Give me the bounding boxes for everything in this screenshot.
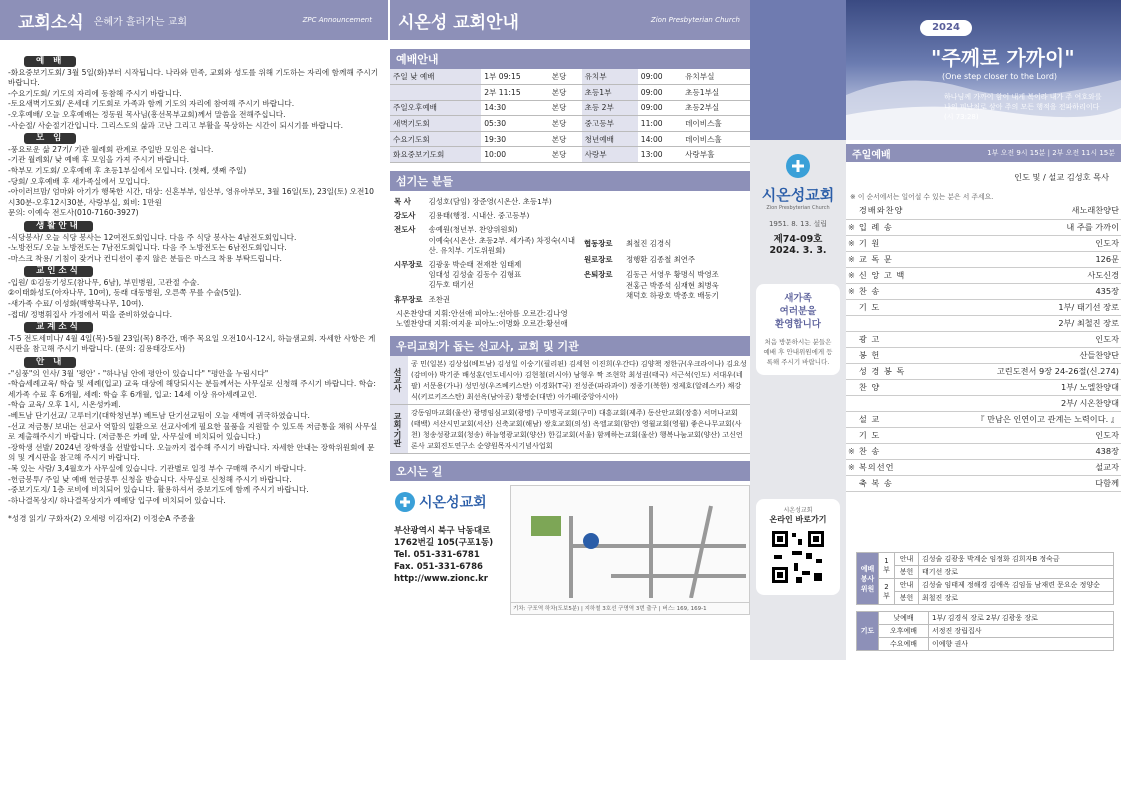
worship-cell: 수요기도회 [390, 131, 481, 147]
worship-cell: 데이비스홀 [682, 131, 750, 147]
online-label: 시온성교회 [783, 507, 813, 514]
servant-row [392, 259, 578, 292]
service-part: 1부 [879, 553, 895, 579]
issue-date: 2024. 3. 3. [769, 245, 827, 256]
guide-column [390, 0, 750, 660]
church-marker [583, 533, 599, 549]
order-value: 다함께 [947, 475, 1121, 491]
worship-cell: 2부 11:15 [481, 85, 549, 101]
prayer-row [857, 625, 1114, 638]
stand-mark: ※ [846, 267, 857, 283]
order-item: 찬 양 [857, 379, 947, 395]
order-item [857, 395, 947, 411]
guide-header [390, 0, 750, 40]
welcome-text: 처음 방문하시는 분들은 예배 후 안내위원에게 등록해 주시기 바랍니다. [763, 338, 833, 366]
servant-names: 김성호(담임) 장준영(시온산. 초등1부) [428, 197, 552, 207]
service-names: 김성술 김광웅 박계순 임정화 김희자B 정숙금 [919, 553, 1114, 566]
cover-theme: "주께로 가까이" [931, 46, 1075, 70]
map-drawing [511, 486, 746, 598]
stand-mark [846, 475, 857, 491]
servant-names: 정행환 김종철 최연주 [626, 254, 695, 264]
order-title: 주일예배 [852, 149, 891, 161]
news-item: -헌금봉투/ 주일 낮 예배 헌금봉투 신청을 받습니다. 사무실로 신청해 주시기 바랍니다. [8, 474, 292, 484]
order-value: 126문 [947, 251, 1121, 267]
news-english: ZPC Announcement [302, 16, 372, 24]
worship-cell: 초등1부실 [682, 85, 750, 101]
stand-mark [846, 427, 857, 443]
order-row [846, 379, 1121, 395]
worship-cell: 본당 [549, 116, 582, 132]
news-title: 교회소식 [18, 12, 84, 33]
news-item: -마스크 착용/ 기침이 잦거나 컨디션이 좋지 않은 분들은 마스크 착용 부탁드립니다. [8, 253, 282, 263]
stand-mark [846, 395, 857, 411]
news-item: -기관 월례회/ 낮 예배 후 모임을 가져 주시기 바랍니다. [8, 155, 190, 165]
news-item: -베트남 단기선교/ 고루터기(대학청년부) 베트남 단기선교팀이 오늘 새벽에 귀국하였습니다. [8, 411, 310, 420]
missionaries-list: 공 민(일본) 김상섭(베트남) 김성일 이숭기(필리핀) 김세현 이진희(우간다) 김양책 정한규(우크라이나) 김요성(감비아) 박기준 배성훈(인도네시아) 김현철(러시아) 남형우 짝 조현학 최성권(태국) 서근석(인도) 서대우(네팔) 서문용(가나) 성민성(우즈베키스탄) 이경화(T국) 전성준(파라과이) 정종기(북한) 정제호(알레스카) 채강식(키르키즈스탄) 최선옥(남아공) 황병순(대만) 아가페(중앙아시아) [411, 359, 747, 402]
worship-table [390, 69, 750, 163]
order-times: 1부 오전 9시 15분 | 2부 오전 11시 15분 [987, 149, 1115, 157]
order-row [846, 331, 1121, 347]
fax: Fax. 051-331-6786 [394, 562, 483, 573]
worship-cell: 주일 낮 예배 [390, 69, 481, 85]
news-item: -장학생 선발/ 2024년 장학생을 선발합니다. 오늘까지 접수해 주시기 바랍니다. 자세한 안내는 장학위원회에 문의 및 게시판을 참고해 주시기 바랍니다. [8, 442, 375, 463]
news-header [0, 0, 388, 40]
order-row [846, 443, 1121, 459]
worship-cell: 14:00 [638, 131, 682, 147]
news-body [8, 54, 380, 525]
worship-cell: 05:30 [481, 116, 549, 132]
servant-names: 송예원(청년부. 찬양위원회) 이예숙(시온산. 초등2부. 세가족) 차정숙(시내산. 유치부. 기도위원회) [428, 225, 576, 255]
worship-cell: 사랑부홀 [682, 147, 750, 163]
order-row [846, 267, 1121, 283]
news-item: -오후예배/ 오늘 오후예배는 정동원 목사님(흥선목부교회)께서 말씀을 전해주십니다. [8, 109, 286, 119]
order-table [846, 203, 1121, 492]
order-row [846, 427, 1121, 443]
prayer-leader: 서정진 장립집사 [929, 625, 1114, 638]
mission-label-orgs: 교회·기관 [390, 405, 408, 453]
year-badge: 2024 [920, 20, 972, 36]
mid-cover-band [750, 0, 846, 140]
order-item: 기 도 [857, 299, 947, 315]
servants-table [390, 194, 580, 308]
worship-section-title: 예배안내 [390, 49, 750, 69]
servant-role: 강도사 [394, 211, 416, 221]
servant-names: 김광웅 박순태 전재찬 임태제 임대성 김성술 김동수 김형표 김두호 태기선 [428, 260, 522, 290]
bible-reading: *성경 읽기/ 구화자(2) 오세령 이김자(2) 이정순A 주종율 [8, 514, 195, 524]
section-pill: 생활안내 [24, 221, 93, 232]
stand-mark [846, 331, 857, 347]
order-item: 신 앙 고 백 [857, 267, 947, 283]
order-value: 1부/ 노엘찬양대 [947, 379, 1121, 395]
order-leader: 인도 및 / 설교 김성호 목사 [1014, 172, 1109, 182]
logo-text: 시온성교회 [419, 495, 487, 512]
servant-role: 휴무장로 [394, 294, 423, 304]
news-item: -화요중보기도회/ 3월 5일(화)부터 시작됩니다. 나라와 민족, 교회와 성도를 위해 기도하는 자리에 함께해 주시기 바랍니다. [8, 67, 379, 88]
servant-row [392, 294, 578, 306]
order-row [846, 363, 1121, 379]
service-row [857, 566, 1114, 579]
section-pill: 모 임 [24, 133, 76, 144]
worship-row [390, 131, 750, 147]
website-link[interactable]: http://www.zionc.kr [394, 574, 488, 585]
news-item: -수요기도회/ 기도의 자리에 동참해 주시기 바랍니다. [8, 88, 182, 98]
order-value: 설교자 [947, 459, 1121, 475]
order-item: 입 례 송 [857, 219, 947, 235]
worship-row [390, 85, 750, 101]
worship-cell: 본당 [549, 147, 582, 163]
order-item: 복의선언 [857, 459, 947, 475]
stand-mark: ※ [846, 219, 857, 235]
service-role: 봉헌 [895, 592, 919, 605]
worship-cell: 1부 09:15 [481, 69, 549, 85]
worship-cell: 본당 [549, 100, 582, 116]
stand-mark: ※ [846, 251, 857, 267]
news-item: -T-5 전도세미나/ 4월 4일(목)-5월 23일(목) 8주간, 매주 목요일 오전10시-12시, 하늘샘교회. 자세한 사항은 게시판을 참고해 주시기 바랍니다. (문의: 김용태강도사) [8, 333, 376, 354]
servant-row [392, 224, 578, 257]
stand-mark [846, 299, 857, 315]
mid-church-en: Zion Presbyterian Church [766, 205, 830, 211]
order-item: 경배와찬양 [857, 203, 947, 219]
news-item: -중보기도지/ 1층 로비에 비치되어 있습니다. 활용하셔서 중보기도에 함께 주시기 바랍니다. [8, 485, 309, 495]
issue-number: 제74-09호 [773, 234, 823, 245]
stand-mark: ※ [846, 443, 857, 459]
worship-cell: 본당 [549, 131, 582, 147]
order-value: 인도자 [947, 331, 1121, 347]
order-row [846, 315, 1121, 331]
mission-label-missionaries: 선교사 [390, 356, 408, 404]
servant-names: 김동근 서영우 황명식 박영조 전홍근 박종석 심재현 최병욱 채덕호 하광호 박종호 배동기 [626, 270, 719, 300]
telephone: Tel. 051-331-6781 [394, 550, 480, 561]
worship-cell: 13:00 [638, 147, 682, 163]
servant-row [392, 210, 578, 222]
servant-role: 시무장로 [394, 260, 423, 270]
news-item: -노방전도/ 오늘 노방전도는 7남전도회입니다. 다음 주 노방전도는 6남전도회입니다. [8, 243, 287, 253]
servant-names: 최철진 김경식 [626, 239, 672, 249]
station-marker [531, 516, 561, 536]
news-item: -접대/ 정병휘집사 가정에서 떡을 준비하였습니다. [8, 309, 173, 319]
order-value: 고린도전서 9장 24-26절(신.274) [947, 363, 1121, 379]
servant-role: 전도사 [394, 225, 416, 235]
choir-info: 시온찬양대 지휘:안선애 피아노:선아름 오르간:김나영 노엘찬양대 지휘:여지윤 피아노:이명화 오르간:황선애 [396, 308, 568, 329]
cover-theme-en: (One step closer to the Lord) [942, 72, 1058, 81]
servant-role: 목 사 [394, 197, 411, 207]
news-item: -"심풍"의 인사/ 3월 '평안' - "하나님 안에 평안이 있습니다" "평안을 누림시다" [8, 368, 269, 378]
servant-names: 조찬권 [428, 294, 450, 304]
worship-cell: 14:30 [481, 100, 549, 116]
service-row [857, 579, 1114, 592]
worship-cell: 19:30 [481, 131, 549, 147]
prayer-label: 기도 [857, 612, 879, 651]
church-logo-icon [394, 491, 416, 513]
stand-mark: ※ [846, 459, 857, 475]
service-names: 태기선 장로 [919, 566, 1114, 579]
servant-role: 원로장로 [584, 254, 613, 264]
order-item: 찬 송 [857, 283, 947, 299]
order-item: 기 도 [857, 427, 947, 443]
service-names: 김성술 임태제 정해경 김애옥 김임돌 남재련 문요순 정양순 [919, 579, 1114, 592]
service-part: 2부 [879, 579, 895, 605]
news-item: -아이러브맘/ 엄마와 아기가 행복한 시간, 대상: 신혼부부, 임산부, 영유아부모, 3월 16일(토), 23일(토) 오전10시30분-오후12시30분, 사랑부실, 회비: 1만원 [8, 187, 374, 207]
stand-mark [846, 363, 857, 379]
order-item: 설 교 [857, 411, 947, 427]
order-value: 『 만남은 인연이고 관계는 노력이다. 』 [947, 411, 1121, 427]
worship-cell: 초등2부실 [682, 100, 750, 116]
order-item: 기 원 [857, 235, 947, 251]
order-row [846, 459, 1121, 475]
worship-cell: 유치부실 [682, 69, 750, 85]
prayer-service: 낮예배 [879, 612, 929, 625]
order-row [846, 283, 1121, 299]
order-row [846, 235, 1121, 251]
prayer-row [857, 638, 1114, 651]
order-item [857, 315, 947, 331]
prayer-service: 오후예배 [879, 625, 929, 638]
order-row [846, 411, 1121, 427]
worship-cell: 사랑부 [582, 147, 638, 163]
welcome-title: 새가족 여러분을 환영합니다 [775, 293, 821, 330]
online-title: 온라인 바로가기 [769, 515, 827, 524]
welcome-box [756, 284, 840, 375]
service-role: 안내 [895, 553, 919, 566]
prayer-leader: 이예향 권사 [929, 638, 1114, 651]
order-row [846, 347, 1121, 363]
order-value: 438장 [947, 443, 1121, 459]
service-names: 최철진 장로 [919, 592, 1114, 605]
service-row [857, 553, 1114, 566]
service-table [856, 552, 1114, 605]
news-item: -학습세례교육/ 학습 및 세례(입교) 교육 대상에 해당되시는 분들께서는 사무실로 신청해 주시기 바랍니다. 학습: 세가족 수료 후 6개월, 세례: 학습 후 6개월, 입교: 14세 이상 유아세례교인. [8, 379, 376, 399]
stand-mark [846, 203, 857, 219]
news-item: -새가족 수료/ 이성화(백향목나무, 10여). [8, 299, 144, 309]
section-pill: 교계소식 [24, 322, 93, 333]
worship-cell: 본당 [549, 69, 582, 85]
news-item: -토요새벽기도회/ 온세대 기도회로 가족과 함께 기도의 자리에 참여해 주시기 바랍니다. [8, 99, 295, 109]
order-value: 산들찬양단 [947, 347, 1121, 363]
news-item: -선교 저금통/ 보내는 선교사 역할의 일환으로 선교사에게 필요한 물품을 지원할 수 있도록 저금통을 채워 사무실로 제출해주시기 바랍니다. (저금통은 카페 앞, 사무실에 비치되어 있습니다.) [8, 421, 378, 442]
order-row [846, 475, 1121, 491]
order-row [846, 299, 1121, 315]
order-value: 사도신경 [947, 267, 1121, 283]
order-item: 봉 헌 [857, 347, 947, 363]
news-item: -풍요로운 삶 27기/ 기관 월례회 관계로 주일반 모임은 쉽니다. [8, 144, 214, 154]
founded: 1951. 8. 13. 설립 [768, 220, 828, 228]
cover-image [846, 0, 1121, 140]
news-item: -당회/ 오후예배 후 새가족실에서 모입니다. [8, 176, 151, 186]
news-item: -식당봉사/ 오늘 식당 봉사는 12여전도회입니다. 다음 주 식당 봉사는 4남전도회입니다. [8, 232, 297, 242]
map-caption: 기차: 구포역 하차(도보5분) | 지하철 3호선 구명역 3번 출구 | 버스: 169, 169-1 [511, 602, 749, 613]
order-item: 교 독 문 [857, 251, 947, 267]
servant-row [582, 238, 743, 252]
service-label: 예배봉사위원 [857, 553, 879, 605]
worship-cell: 주일오후예배 [390, 100, 481, 116]
order-value: 435장 [947, 283, 1121, 299]
order-row [846, 251, 1121, 267]
stand-mark [846, 347, 857, 363]
order-row [846, 395, 1121, 411]
servant-names: 김용태(행정. 시내산. 중고등부) [428, 211, 530, 221]
order-item: 찬 송 [857, 443, 947, 459]
news-subtitle: 은혜가 흘러가는 교회 [93, 16, 188, 28]
news-item: -하나결목상지/ 하나결목상지가 예배당 입구에 비치되어 있습니다. [8, 495, 226, 505]
order-item: 성 경 봉 독 [857, 363, 947, 379]
worship-row [390, 69, 750, 85]
worship-cell: 초등 2부 [582, 100, 638, 116]
worship-cell: 화요중보기도회 [390, 147, 481, 163]
order-item: 광 고 [857, 331, 947, 347]
order-item: 축 복 송 [857, 475, 947, 491]
service-role: 봉헌 [895, 566, 919, 579]
news-item: -학습 교육/ 오후 1시, 시온성카페. [8, 400, 121, 410]
order-value: 새노래찬양단 [947, 203, 1121, 219]
map[interactable] [510, 485, 750, 615]
worship-cell: 09:00 [638, 85, 682, 101]
guide-english: Zion Presbyterian Church [650, 16, 740, 24]
online-box[interactable] [756, 499, 840, 595]
worship-cell: 10:00 [481, 147, 549, 163]
prayer-leader: 1부/ 김경식 장로 2부/ 김광웅 장로 [929, 612, 1114, 625]
stand-mark [846, 411, 857, 427]
order-value: 인도자 [947, 235, 1121, 251]
servant-row [582, 269, 743, 306]
directions-section-title: 오시는 길 [390, 461, 750, 481]
service-role: 안내 [895, 579, 919, 592]
section-pill: 교인소식 [24, 266, 93, 277]
worship-cell: 데이비스홀 [682, 116, 750, 132]
news-item: -입원/ ①김동기성도(참나무, 6남), 부민병원, 고관절 수술. [8, 277, 200, 287]
mid-church-name: 시온성교회 [761, 186, 835, 204]
section-pill: 안 내 [24, 357, 76, 368]
qr-code-icon[interactable] [770, 529, 826, 585]
worship-row [390, 100, 750, 116]
guide-title: 시온성 교회안내 [398, 12, 519, 33]
order-value: 내 주를 가까이 [947, 219, 1121, 235]
worship-row [390, 147, 750, 163]
church-logo [394, 491, 510, 513]
worship-cell: 청년예배 [582, 131, 638, 147]
section-pill: 예 배 [24, 56, 76, 67]
order-row [846, 203, 1121, 219]
stand-mark [846, 379, 857, 395]
news-column [8, 8, 380, 658]
servant-role: 협동장로 [584, 239, 613, 249]
cover-verse: 하나님께 가까이 함이 내게 복이라 내가 주 여호와를 나의 피난처로 삼아 주의 모든 행적을 전파하리이다 (시 73:28) [944, 93, 1102, 121]
order-value: 2부/ 최철진 장로 [947, 315, 1121, 331]
stand-mark [846, 315, 857, 331]
worship-cell: 중고등부 [582, 116, 638, 132]
order-value: 인도자 [947, 427, 1121, 443]
stand-mark: ※ [846, 235, 857, 251]
news-item: 문의: 이예숙 전도사(010-7160-3927) [8, 208, 139, 218]
servant-role: 은퇴장로 [584, 270, 613, 280]
worship-order-column [846, 0, 1121, 660]
prayer-row [857, 612, 1114, 625]
prayer-table [856, 611, 1114, 651]
news-item: -복 있는 사람/ 3,4월호가 사무실에 있습니다. 기관별로 일정 부수 구매해 주시기 바랍니다. [8, 463, 307, 473]
servants-section-title: 섬기는 분들 [390, 171, 750, 191]
news-item: -학부모 기도회/ 오후예배 후 초등1부실에서 모입니다. (첫째, 셋째 주일) [8, 165, 247, 175]
mid-strip [750, 0, 846, 660]
mission-section-title: 우리교회가 돕는 선교사, 교회 및 기관 [390, 336, 750, 356]
prayer-service: 수요예배 [879, 638, 929, 651]
news-item: -사순절/ 사순절기간입니다. 그리스도의 삶과 고난 그리고 부활을 묵상하는 시간이 되시기를 바랍니다. [8, 120, 344, 130]
worship-cell: 11:00 [638, 116, 682, 132]
worship-cell: 유치부 [582, 69, 638, 85]
elders-table [580, 236, 745, 308]
worship-cell: 본당 [549, 85, 582, 101]
servant-row [392, 196, 578, 208]
worship-cell [390, 85, 481, 101]
order-row [846, 219, 1121, 235]
order-value: 2부/ 시온찬양대 [947, 395, 1121, 411]
orgs-list: 강동임마교회(울산) 광명임심교회(광명) 구미명곡교회(구미) 대흥교회(제주) 동산안교회(장흥) 서머나교회(태백) 서산시민교회(서산) 신축교회(해남) 쌍호교회(의성) 옥엘교회(함안) 영월교회(영월) 좋은나무교회(사천) 청송성광교회(청송) 하늘영광교회(양산) 한길교회(서울) 함께하는교회(울산) 행복나눔교회(양산) 고신언론사 교회진도연구소 순양원목자시기념사업회 [411, 408, 743, 451]
church-logo-icon [784, 152, 812, 180]
servant-row [582, 254, 743, 268]
worship-cell: 09:00 [638, 100, 682, 116]
news-item: ②이태화성도(아자나무, 10여), 동래 대동병원, 오른쪽 무릎 수술(5일). [8, 288, 242, 298]
address: 부산광역시 북구 낙동대로 1762번길 105(구포1동) [394, 526, 494, 549]
stand-mark: ※ [846, 283, 857, 299]
service-row [857, 592, 1114, 605]
order-note: ※ 이 순서에서는 일어설 수 있는 분은 서 주세요. [850, 193, 994, 201]
order-value: 1부/ 태기선 장로 [947, 299, 1121, 315]
worship-cell: 초등1부 [582, 85, 638, 101]
worship-cell: 09:00 [638, 69, 682, 85]
worship-row [390, 116, 750, 132]
worship-cell: 새벽기도회 [390, 116, 481, 132]
